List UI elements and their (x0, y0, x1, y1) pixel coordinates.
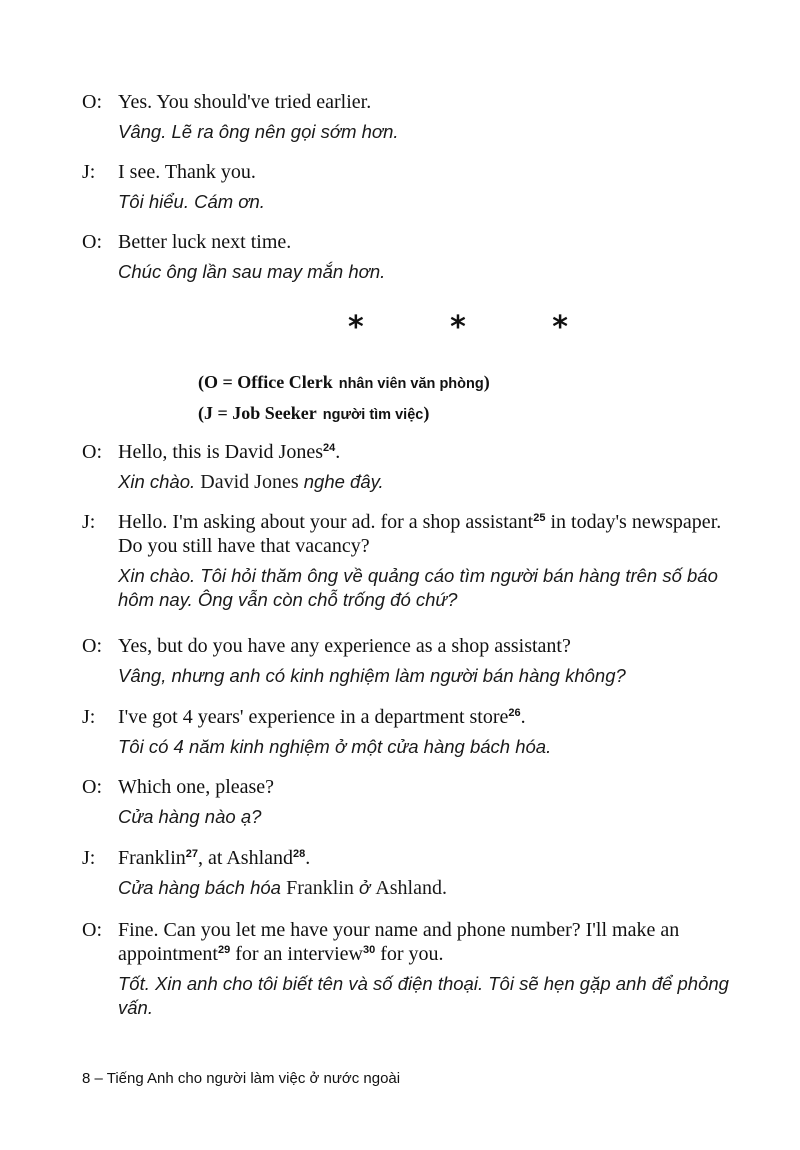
speaker-label: J: (82, 511, 96, 533)
english-line: Which one, please? (118, 776, 275, 798)
dialogue-line (82, 918, 742, 1020)
speaker-label: O: (82, 441, 102, 463)
dialogue-line (82, 775, 742, 829)
speaker-label: J: (82, 706, 96, 728)
dialogue-line (82, 846, 742, 900)
vietnamese-line: Vâng. Lẽ ra ông nên gọi sớm hơn. (118, 121, 399, 142)
dialogue-line (82, 230, 742, 284)
vietnamese-line: Cửa hàng nào ạ? (118, 806, 262, 827)
vietnamese-line: Chúc ông lần sau may mắn hơn. (118, 261, 386, 282)
footnote-ref: 24 (323, 442, 336, 454)
dialogue-line (82, 90, 742, 144)
footnote-ref: 25 (533, 512, 546, 524)
speaker-label: J: (82, 847, 96, 869)
dialogue-line (82, 510, 742, 612)
footnote-ref: 27 (185, 848, 199, 860)
speaker-label: O: (82, 635, 102, 657)
speaker-label: O: (82, 91, 102, 113)
speaker-label: J: (82, 161, 96, 183)
vietnamese-line: Cửa hàng bách hóa Franklin ở Ashland. (118, 877, 447, 899)
vietnamese-line: Xin chào. Tôi hỏi thăm ông về quảng cáo tìm người bán hàng trên số báo hôm nay. Ông vẫn còn chỗ trống đó chứ? (118, 565, 718, 610)
vietnamese-line: Vâng, nhưng anh có kinh nghiệm làm người bán hàng không? (118, 665, 626, 686)
footnote-ref: 30 (362, 944, 376, 956)
english-line: Yes, but do you have any experience as a shop assistant? (118, 635, 571, 657)
vietnamese-line: Tôi hiểu. Cám ơn. (118, 191, 265, 212)
english-line: I've got 4 years' experience in a department store$^{26}$. (118, 706, 526, 728)
english-line: Yes. You should've tried earlier. (118, 91, 372, 113)
english-line: Fine. Can you let me have your name and phone number? I'll make an appointment$^{29}$ for an interview$^{30}$ for you. (118, 919, 680, 965)
dialogue-line (82, 705, 742, 759)
speaker-label: O: (82, 776, 102, 798)
english-line: Hello. I'm asking about your ad. for a shop assistant$^{25}$ in today's newspaper. Do you still have that vacancy? (118, 511, 722, 557)
speaker-label: O: (82, 231, 102, 253)
footnote-ref: 28 (293, 848, 306, 860)
footnote-ref: 26 (508, 707, 521, 719)
page-footer: 8 – Tiếng Anh cho người làm việc ở nước ngoài (82, 1070, 401, 1087)
vietnamese-line: Tôi có 4 năm kinh nghiệm ở một cửa hàng bách hóa. (118, 736, 552, 757)
vietnamese-line: Xin chào. David Jones nghe đây. (118, 471, 384, 493)
legend-office-clerk: (O = Office Clerk nhân viên văn phòng) (198, 372, 490, 392)
dialogue-line (82, 160, 742, 214)
vietnamese-line: Tốt. Xin anh cho tôi biết tên và số điện thoại. Tôi sẽ hẹn gặp anh để phỏng vấn. (118, 973, 729, 1018)
english-line: Franklin$^{27}$, at Ashland$^{28}$. (118, 847, 311, 869)
speaker-label: O: (82, 919, 102, 941)
english-line: I see. Thank you. (118, 161, 256, 183)
english-line: Better luck next time. (118, 231, 292, 253)
english-line: Hello, this is David Jones$^{24}$. (118, 441, 341, 463)
dialogue-line (82, 440, 742, 494)
dialogue-line (82, 634, 742, 688)
footnote-ref: 29 (217, 944, 231, 956)
section-separator: * * * (348, 310, 606, 345)
legend-job-seeker: (J = Job Seeker người tìm việc) (198, 403, 430, 423)
